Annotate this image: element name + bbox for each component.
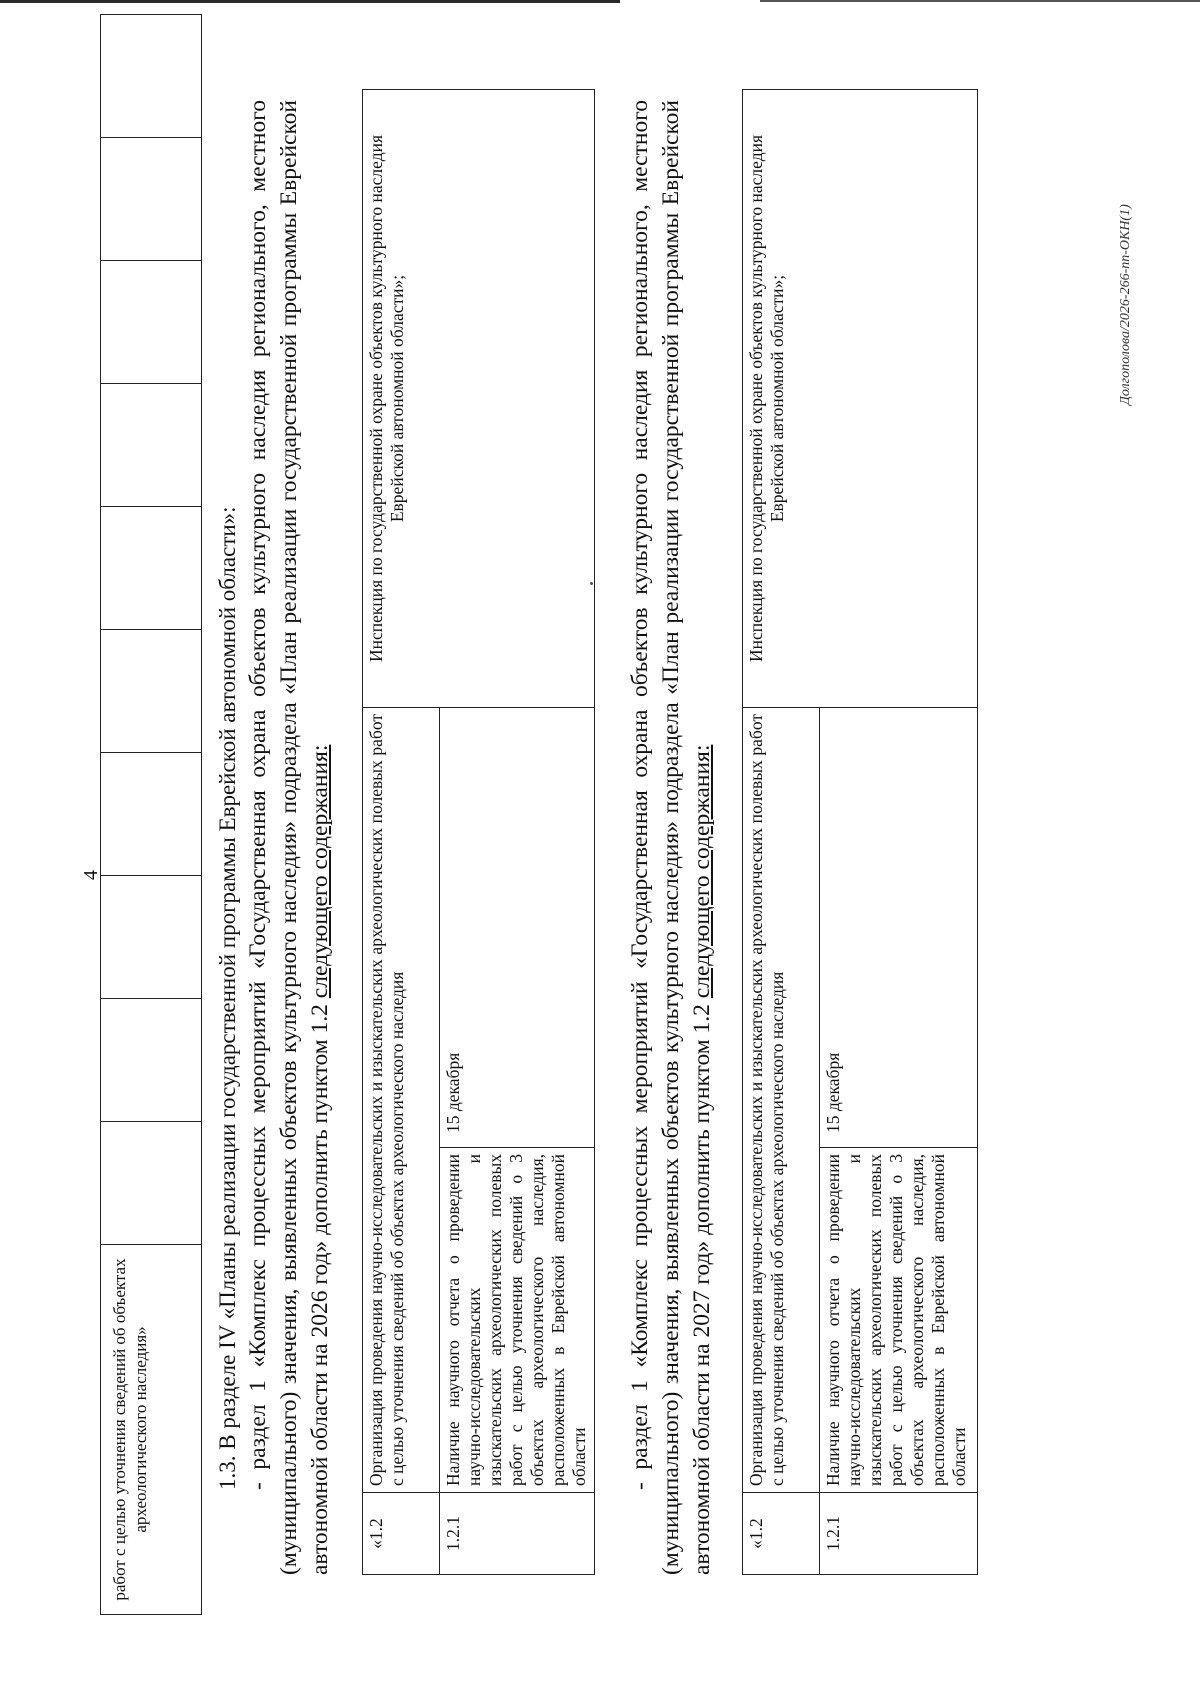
table-2026 xyxy=(362,89,595,1575)
paragraph-2027-text: - раздел 1 «Комплекс процессных мероприятий «Государственная охрана объектов культурного наследия регионального, местного (муниципального) значения, выявленных объектов культурного наследия» подраздела «План реализации государственной программы Еврейской автономной области на 2027 год» дополнить пунктом 1.2 xyxy=(627,100,715,1575)
task-cell: Организация проведения научно-исследовательских и изыскательских археологических полевых работ с целью уточнения сведений об объектах археологического наследия xyxy=(743,707,820,1492)
date-text: 15 декабря xyxy=(823,1052,843,1133)
table-cell xyxy=(101,999,202,1122)
table-cell: работ с целью уточнения сведений об объектах археологического наследия» xyxy=(101,1245,202,1615)
section-heading: 1.3. В разделе IV «Планы реализации государственной программы Еврейской автономной области»: xyxy=(215,506,240,1490)
table-cell xyxy=(101,753,202,876)
row-number-cell: 1.2.1 xyxy=(440,1493,595,1575)
scan-edge xyxy=(760,0,1200,2)
paragraph-2026-tail: следующего содержания: xyxy=(307,744,333,999)
table-cell xyxy=(101,1122,202,1245)
table-cell xyxy=(101,384,202,507)
table-cell xyxy=(101,261,202,384)
result-cell: Наличие научного отчета о проведении научно-исследовательских и изыскательских археологических полевых работ с целью уточнения сведений о 3 объектах археологического наследия, расположенных в Еврейской автономной области xyxy=(440,1148,595,1493)
paragraph-2027 xyxy=(625,100,718,1575)
table-cell xyxy=(101,630,202,753)
continuation-table xyxy=(100,14,202,1615)
scan-edge xyxy=(0,0,620,3)
scan-speck xyxy=(590,582,593,585)
table-cell xyxy=(101,876,202,999)
paragraph-2027-tail: следующего содержания: xyxy=(689,744,715,999)
table-cell xyxy=(101,15,202,138)
table-cell xyxy=(101,507,202,630)
rotated-page-content xyxy=(70,85,1170,1615)
result-cell: Наличие научного отчета о проведении научно-исследовательских и изыскательских археологических полевых работ с целью уточнения сведений о 3 объектах археологического наследия, расположенных в Еврейской автономной области xyxy=(820,1148,978,1493)
date-cell xyxy=(820,707,978,1147)
date-text: 15 декабря xyxy=(443,1052,463,1133)
footer-registration-code: Долгополова/2026-266-пп-ОКН(1) xyxy=(1118,204,1133,405)
date-cell xyxy=(440,707,595,1147)
paragraph-2026 xyxy=(243,100,336,1575)
table-2027 xyxy=(742,89,978,1575)
table-cell xyxy=(101,138,202,261)
paragraph-2026-text: - раздел 1 «Комплекс процессных мероприятий «Государственная охрана объектов культурного наследия регионального, местного (муниципального) значения, выявленных объектов культурного наследия» подраздела «План реализации государственной программы Еврейской автономной области на 2026 год» дополнить пунктом 1.2 xyxy=(245,100,333,1575)
responsible-cell: Инспекция по государственной охране объектов культурного наследия Еврейской автономной области»; xyxy=(363,89,595,707)
row-number-cell: «1.2 xyxy=(743,1493,820,1575)
row-number-cell: «1.2 xyxy=(363,1493,440,1575)
task-cell: Организация проведения научно-исследовательских и изыскательских археологических полевых работ с целью уточнения сведений об объектах археологического наследия xyxy=(363,707,440,1492)
responsible-cell: Инспекция по государственной охране объектов культурного наследия Еврейской автономной области»; xyxy=(743,89,978,707)
row-number-cell: 1.2.1 xyxy=(820,1493,978,1575)
page-number: 4 xyxy=(80,870,102,880)
